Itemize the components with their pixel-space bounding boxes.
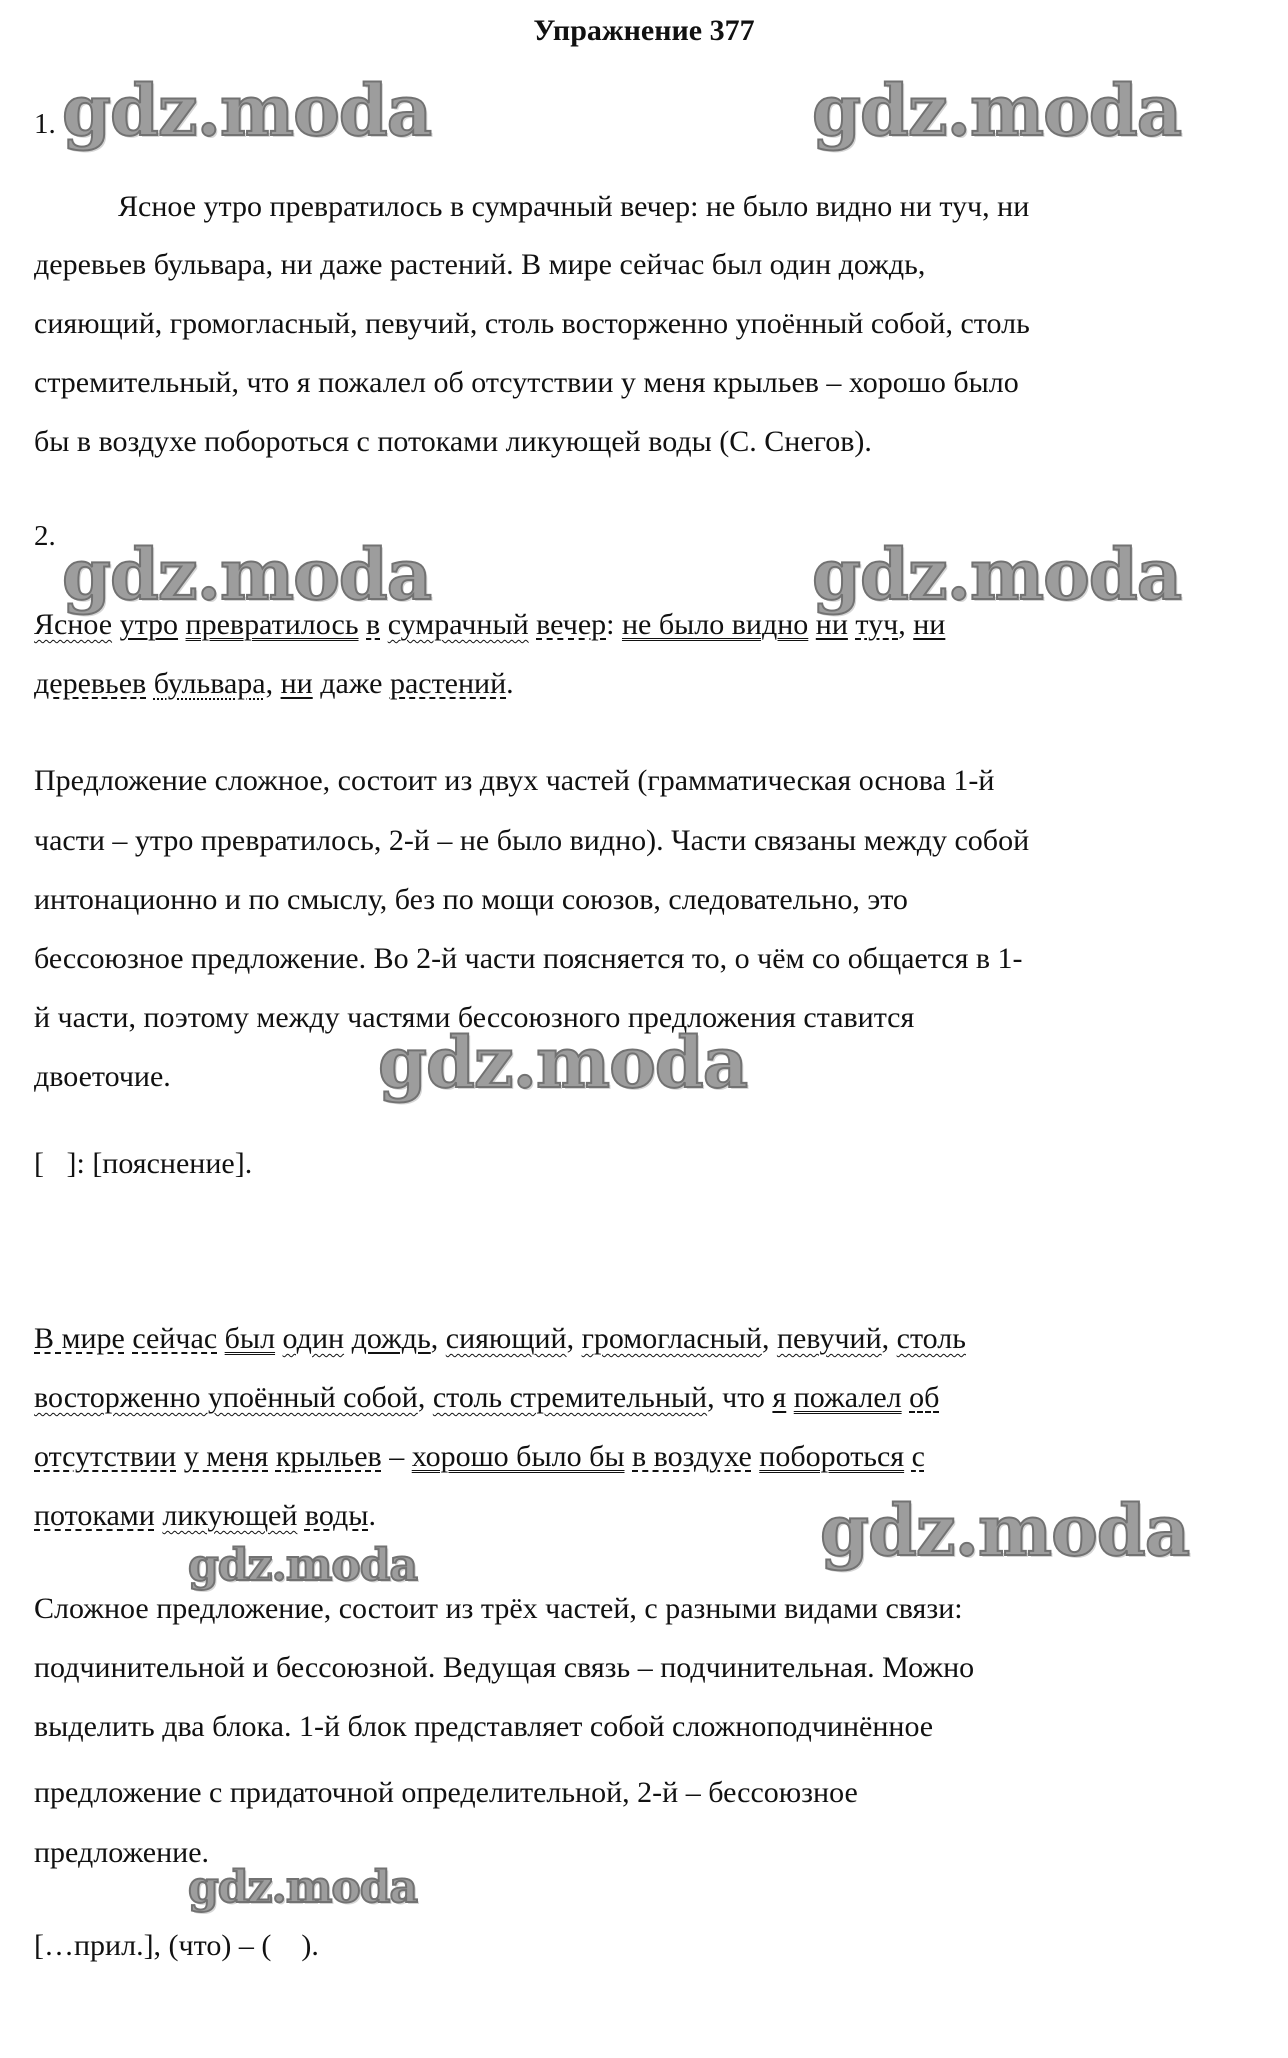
subject: утро xyxy=(119,608,179,641)
watermark: gdz.moda xyxy=(378,1021,748,1104)
parsed-line: деревьев бульвара, ни даже растений. xyxy=(34,667,514,700)
scheme: [ ]: [пояснение]. xyxy=(34,1147,253,1180)
watermark: gdz.moda xyxy=(812,533,1182,616)
watermark: gdz.moda xyxy=(188,1862,418,1913)
watermark: gdz.moda xyxy=(62,533,432,616)
parsed-line: В мире сейчас был один дождь, сияющий, громогласный, певучий, столь xyxy=(34,1322,966,1355)
word: бульвара xyxy=(153,667,266,700)
word: ни xyxy=(280,667,313,700)
subject: дождь xyxy=(351,1322,431,1355)
predicate: превратилось xyxy=(185,608,359,641)
word: крыльев xyxy=(275,1440,382,1473)
parsed-line: восторженно упоённый собой, столь стремительный, что я пожалел об xyxy=(34,1381,940,1414)
word: В мире xyxy=(34,1322,125,1355)
word: Ясное xyxy=(34,608,113,641)
subject: я xyxy=(772,1381,787,1414)
predicate: хорошо было бы xyxy=(411,1440,625,1473)
word: вечер xyxy=(536,608,607,641)
word: об xyxy=(909,1381,940,1414)
explanation-line: бессоюзное предложение. Во 2-й части поясняется то, о чём со общается в 1- xyxy=(34,942,1023,975)
word: ни xyxy=(815,608,848,641)
word: в воздухе xyxy=(632,1440,752,1473)
watermark: gdz.moda xyxy=(62,69,432,152)
explanation-line: предложение с придаточной определительной, 2-й – бессоюзное xyxy=(34,1776,858,1809)
text-line: деревьев бульвара, ни даже растений. В мире сейчас был один дождь, xyxy=(34,248,926,281)
word: с xyxy=(911,1440,925,1473)
text-line: стремительный, что я пожалел об отсутствии у меня крыльев – хорошо было xyxy=(34,366,1019,399)
explanation-line: двоеточие. xyxy=(34,1060,171,1093)
parsed-line: потоками ликующей воды. xyxy=(34,1499,376,1532)
predicate: пожалел xyxy=(793,1381,902,1414)
word: потоками xyxy=(34,1499,155,1532)
explanation-line: Сложное предложение, состоит из трёх частей, с разными видами связи: xyxy=(34,1592,963,1625)
word: деревьев xyxy=(34,667,147,700)
text-line: бы в воздухе побороться с потоками ликующей воды (С. Снегов). xyxy=(34,425,872,458)
scheme: […прил.], (что) – ( ). xyxy=(34,1929,319,1962)
text-line: сияющий, громогласный, певучий, столь восторженно упоённый собой, столь xyxy=(34,307,1030,340)
parsed-line: отсутствии у меня крыльев – хорошо было бы в воздухе побороться с xyxy=(34,1440,925,1473)
word: восторженно упоённый собой xyxy=(34,1381,418,1414)
watermark: gdz.moda xyxy=(188,1540,418,1591)
word: ликующей xyxy=(162,1499,298,1532)
word: один xyxy=(282,1322,345,1355)
parsed-line: Ясное утро превратилось в сумрачный вечер: не было видно ни туч, ни xyxy=(34,608,946,641)
word: громогласный xyxy=(581,1322,762,1355)
word: ни xyxy=(913,608,946,641)
word: туч xyxy=(855,608,899,641)
explanation-line: й части, поэтому между частями бессоюзного предложения ставится xyxy=(34,1001,915,1034)
text-line: Ясное утро превратилось в сумрачный вечер: не было видно ни туч, ни xyxy=(118,190,1030,223)
explanation-line: части – утро превратилось, 2-й – не было видно). Части связаны между собой xyxy=(34,824,1030,857)
section-2-number: 2. xyxy=(34,520,56,552)
word: воды xyxy=(304,1499,369,1532)
word: столь xyxy=(896,1322,966,1355)
word: сумрачный xyxy=(387,608,529,641)
predicate: не было видно xyxy=(621,608,809,641)
word: растений xyxy=(389,667,507,700)
predicate: побороться xyxy=(759,1440,905,1473)
predicate: был xyxy=(224,1322,276,1355)
explanation-line: выделить два блока. 1-й блок представляет собой сложноподчинённое xyxy=(34,1710,934,1743)
watermark: gdz.moda xyxy=(820,1489,1190,1572)
explanation-line: интонационно и по смыслу, без по мощи союзов, следовательно, это xyxy=(34,883,908,916)
explanation-line: подчинительной и бессоюзной. Ведущая связь – подчинительная. Можно xyxy=(34,1651,975,1684)
word: певучий xyxy=(776,1322,882,1355)
watermark: gdz.moda xyxy=(812,69,1182,152)
explanation-line: предложение. xyxy=(34,1836,210,1869)
page-title: Упражнение 377 xyxy=(533,14,755,47)
word: столь стремительный xyxy=(432,1381,708,1414)
section-1-number: 1. xyxy=(34,108,56,140)
word: отсутствии xyxy=(34,1440,177,1473)
explanation-line: Предложение сложное, состоит из двух частей (грамматическая основа 1-й xyxy=(34,764,995,797)
word: сияющий xyxy=(445,1322,567,1355)
word: у меня xyxy=(183,1440,269,1473)
word: сейчас xyxy=(132,1322,218,1355)
word: в xyxy=(366,608,381,641)
